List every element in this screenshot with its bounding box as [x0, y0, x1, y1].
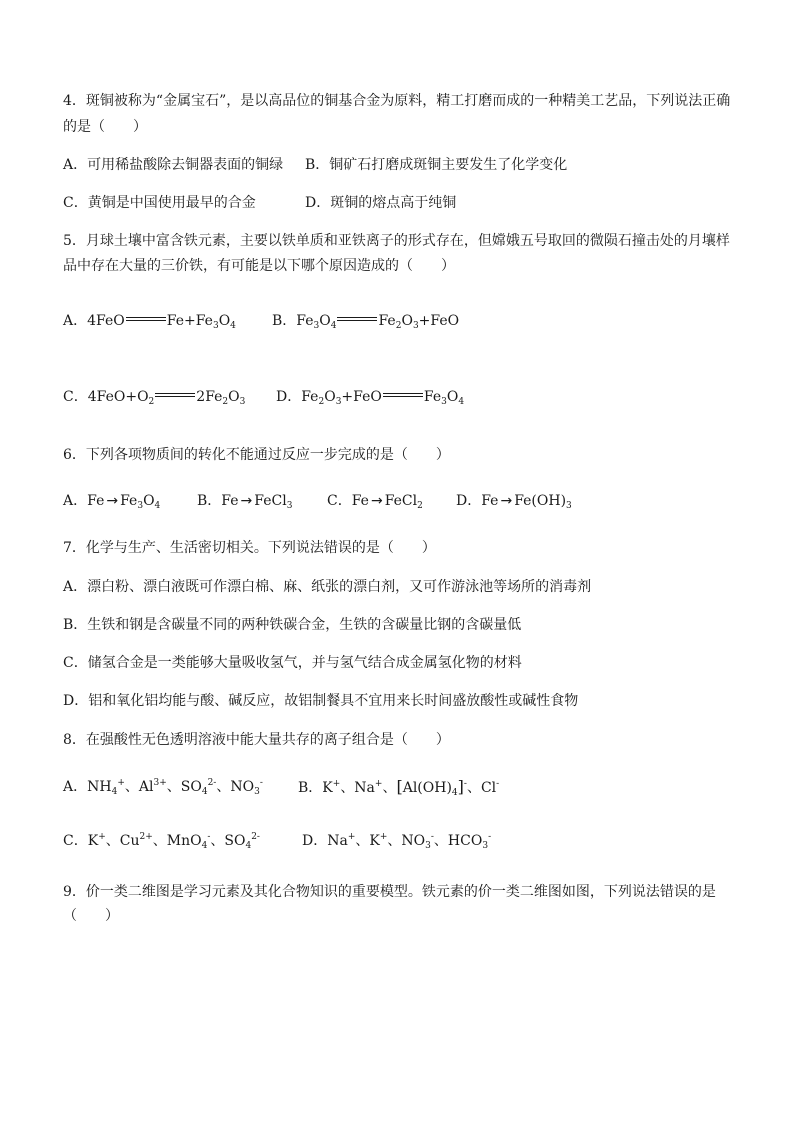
- q7-stem: 7．化学与生产、生活密切相关。下列说法错误的是（ ）: [63, 540, 436, 556]
- q4-stem-line1: 4．斑铜被称为“金属宝石”，是以高品位的铜基合金为原料，精工打磨而成的一种精美工艺品，下列说法正确: [63, 93, 731, 109]
- q5-option-a-equation: 4FeO $Fe+Fe_3O_4$: [87, 313, 236, 331]
- q5-option-c-equation: $4FeO+O_2$ $2Fe_2O_3$: [87, 389, 246, 407]
- q8-option-c: [63, 831, 260, 851]
- q8-option-b-label: B．: [298, 780, 323, 796]
- q8-option-a: [63, 777, 263, 797]
- reaction-sign: [155, 393, 195, 397]
- q8-option-b-ions: K+、Na+、$[Al(OH)_4]^-$、Cl-: [322, 777, 500, 798]
- q8-option-d: [302, 831, 491, 851]
- q4-option-d: D．斑铜的熔点高于纯铜: [305, 195, 457, 211]
- q8-option-c-label: C．: [63, 833, 88, 849]
- q5-option-a-label: A．: [63, 313, 88, 329]
- q6-option-a-formula: $Fe \to Fe_3O_4$: [87, 493, 161, 511]
- q6-option-d: [456, 491, 572, 511]
- q8-option-c-ions: K+、$Cu^{2+}$、MnO$_4$-、$SO_4^{2-}$: [87, 832, 260, 851]
- reaction-sign: [383, 393, 423, 397]
- q5-option-d: [276, 387, 464, 407]
- q7-option-d: D．铝和氧化铝均能与酸、碱反应，故铝制餐具不宜用来长时间盛放酸性或碱性食物: [63, 693, 579, 709]
- q6-option-a-label: A．: [63, 493, 88, 509]
- q6-option-c: [327, 491, 423, 511]
- q5-option-c-label: C．: [63, 389, 88, 405]
- q4-option-a: A．可用稀盐酸除去铜器表面的铜绿: [63, 157, 284, 173]
- q6-option-c-formula: Fe → FeCl$_2$: [351, 493, 423, 511]
- q5-stem-line2: 品中存在大量的三价铁，有可能是以下哪个原因造成的（ ）: [63, 258, 455, 274]
- q5-option-d-equation: $Fe_2O_3+FeO$ $Fe_3O_4$: [301, 389, 465, 407]
- q5-option-b: [272, 311, 459, 331]
- q7-option-c: C．储氢合金是一类能够大量吸收氢气，并与氢气结合成金属氢化物的材料: [63, 655, 522, 671]
- q5-option-c: [63, 387, 245, 407]
- q5-option-b-equation: $Fe_3O_4$ $Fe_2O_3+FeO$: [296, 313, 460, 331]
- q8-stem: 8．在强酸性无色透明溶液中能大量共存的离子组合是（ ）: [63, 732, 450, 748]
- q7-option-a: A．漂白粉、漂白液既可作漂白棉、麻、纸张的漂白剂，又可作游泳池等场所的消毒剂: [63, 579, 592, 595]
- q9-stem-line2: （ ）: [63, 908, 119, 924]
- reaction-sign: [337, 317, 377, 321]
- q9-stem-line1: 9．价一类二维图是学习元素及其化合物知识的重要模型。铁元素的价一类二维图如图，下列说法错误的是: [63, 884, 716, 900]
- q8-option-a-ions: $NH_4^+$、$Al^{3+}$、$SO_4^{2-}$、$NO_3^-$: [87, 778, 263, 797]
- q6-option-d-formula: $Fe \to Fe(OH)_3$: [481, 493, 572, 511]
- q6-option-a: [63, 491, 160, 511]
- q4-stem-line2: 的是（ ）: [63, 119, 147, 135]
- q4-option-b: B．铜矿石打磨成斑铜主要发生了化学变化: [305, 157, 568, 173]
- q6-option-c-label: C．: [327, 493, 352, 509]
- q4-option-c: C．黄铜是中国使用最早的合金: [63, 195, 256, 211]
- q7-option-b: B．生铁和钢是含碳量不同的两种铁碳合金，生铁的含碳量比钢的含碳量低: [63, 617, 522, 633]
- q6-option-d-label: D．: [456, 493, 482, 509]
- q5-option-d-label: D．: [276, 389, 302, 405]
- q6-option-b-formula: Fe → FeCl$_3$: [221, 493, 293, 511]
- q8-option-d-ions: Na+、K+、$NO_3^-$、$HCO_3^-$: [327, 832, 492, 851]
- reaction-sign: [126, 317, 166, 321]
- q5-option-a: [63, 311, 236, 331]
- q6-option-b: [197, 491, 292, 511]
- q8-option-d-label: D．: [302, 833, 328, 849]
- q8-option-b: [298, 777, 499, 798]
- q5-option-b-label: B．: [272, 313, 297, 329]
- q6-option-b-label: B．: [197, 493, 222, 509]
- q5-stem-line1: 5．月球土壤中富含铁元素，主要以铁单质和亚铁离子的形式存在，但嫦娥五号取回的微陨石撞击处的月壤样: [63, 233, 730, 249]
- q8-option-a-label: A．: [63, 779, 88, 795]
- q6-stem: 6．下列各项物质间的转化不能通过反应一步完成的是（ ）: [63, 447, 450, 463]
